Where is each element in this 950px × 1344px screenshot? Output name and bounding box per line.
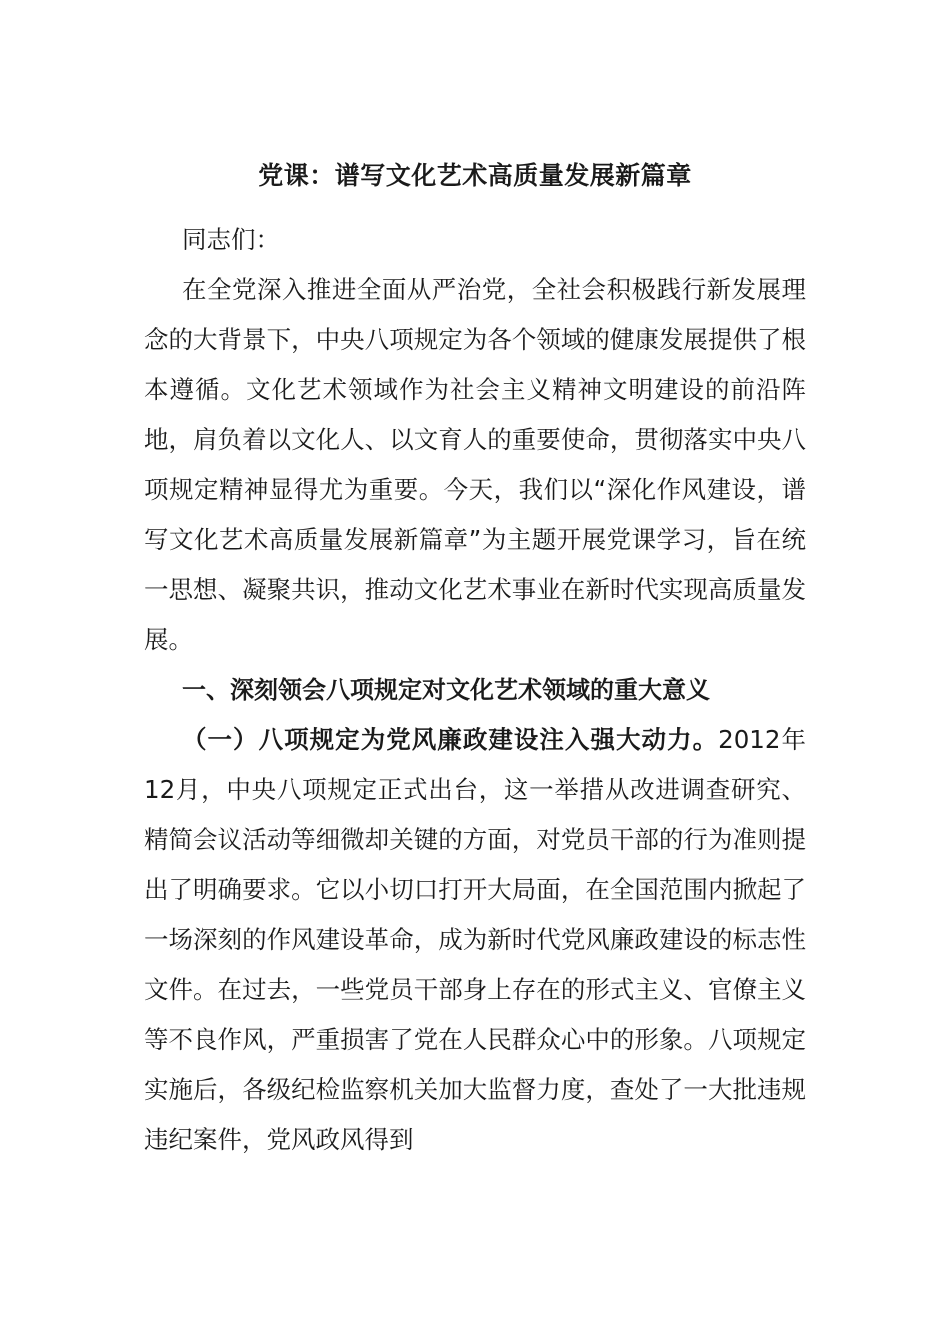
subsection-paragraph [144,715,806,1165]
salutation: 同志们： [182,225,280,254]
intro-paragraph: 在全党深入推进全面从严治党，全社会积极践行新发展理念的大背景下，中央八项规定为各个领域的健康发展提供了根本遵循。文化艺术领域作为社会主义精神文明建设的前沿阵地，肩负着以文化人、以文育人的重要使命，贯彻落实中央八项规定精神显得尤为重要。今天，我们以“深化作风建设，谱写文化艺术高质量发展新篇章”为主题开展党课学习，旨在统一思想、凝聚共识，推动文化艺术事业在新时代实现高质量发展。 [144,275,806,654]
document-body [144,215,806,1165]
subsection-heading: （一）八项规定为党风廉政建设注入强大动力。 [182,725,719,754]
document-title: 党课：谱写文化艺术高质量发展新篇章 [258,161,692,190]
section-heading: 一、深刻领会八项规定对文化艺术领域的重大意义 [182,676,710,704]
subsection-body: 2012年12月，中央八项规定正式出台，这一举措从改进调查研究、精简会议活动等细微却关键的方面，对党员干部的行为准则提出了明确要求。它以小切口打开大局面，在全国范围内掀起了一场深刻的作风建设革命，成为新时代党风廉政建设的标志性文件。在过去，一些党员干部身上存在的形式主义、官僚主义等不良作风，严重损害了党在人民群众心中的形象。八项规定实施后，各级纪检监察机关加大监督力度，查处了一大批违规违纪案件，党风政风得到 [144,725,806,1154]
